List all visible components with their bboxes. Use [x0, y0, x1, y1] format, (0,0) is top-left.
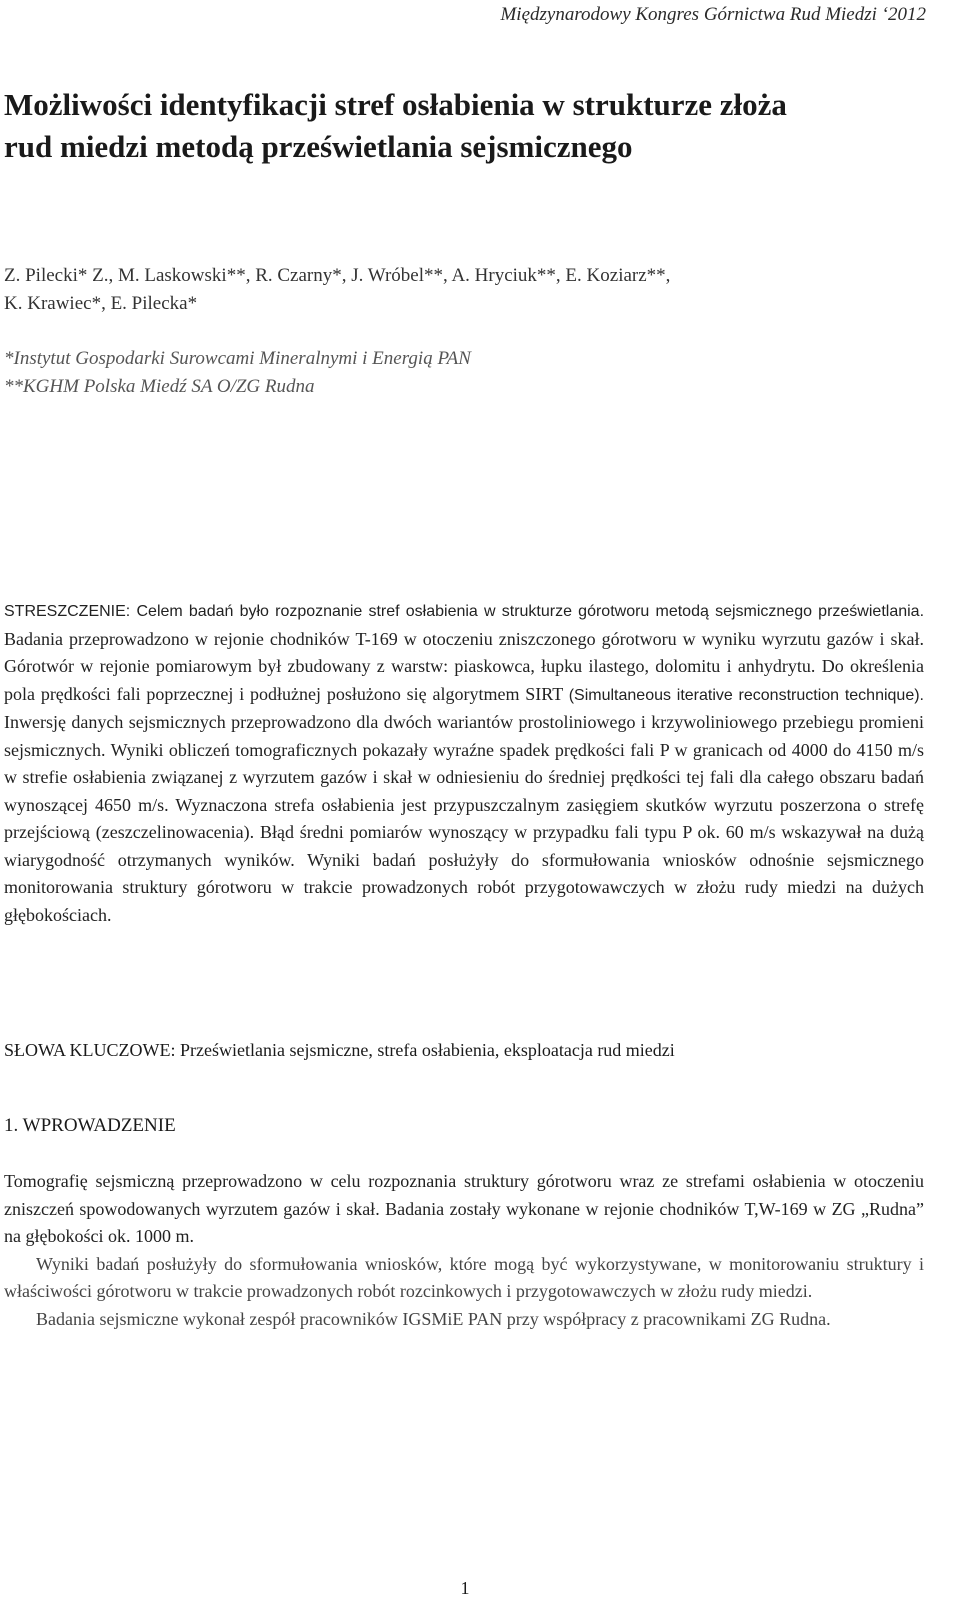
- affiliation-2: **KGHM Polska Miedź SA O/ZG Rudna: [4, 376, 315, 397]
- authors-line-1: Z. Pilecki* Z., M. Laskowski**, R. Czarny*, J. Wróbel**, A. Hryciuk**, E. Koziarz**,: [4, 265, 671, 286]
- affiliations: [4, 345, 924, 401]
- author-list: [4, 262, 924, 318]
- running-header: Międzynarodowy Kongres Górnictwa Rud Miedzi ‘2012: [500, 4, 926, 25]
- abstract: [4, 597, 924, 929]
- abstract-label: STRESZCZENIE:: [4, 603, 131, 620]
- section-body: [4, 1168, 924, 1333]
- title-line-2: rud miedzi metodą prześwietlania sejsmicznego: [4, 129, 633, 164]
- keywords-text: Prześwietlania sejsmiczne, strefa osłabienia, eksploatacja rud miedzi: [179, 1040, 675, 1060]
- authors-line-2: K. Krawiec*, E. Pilecka*: [4, 293, 198, 314]
- title-line-1: Możliwości identyfikacji stref osłabienia w strukturze złoża: [4, 87, 787, 122]
- abstract-text-4: (Simultaneous iterative reconstruction technique).: [568, 686, 924, 704]
- keywords: [4, 1036, 924, 1064]
- paragraph-1: Tomografię sejsmiczną przeprowadzono w celu rozpoznania struktury górotworu wraz ze strefami osłabienia w otoczeniu zniszczeń spowodowanych wyrzutem gazów i skał. Badania zostały wykonane w rejonie chodników T,W-169 w ZG „Rudna” na głębokości ok. 1000 m.: [4, 1171, 924, 1246]
- paragraph-2: Wyniki badań posłużyły do sformułowania wniosków, które mogą być wykorzystywane, w monitorowaniu struktury i właściwości górotworu w trakcie prowadzonych robót rozcinkowych i przygotowawczych w złożu rudy miedzi.: [4, 1253, 924, 1301]
- keywords-label: SŁOWA KLUCZOWE:: [4, 1040, 176, 1060]
- section-heading: 1. WPROWADZENIE: [4, 1115, 176, 1136]
- abstract-text-3: Do określenia pola prędkości fali poprzecznej i podłużnej posłużono się algorytmem SIRT: [4, 656, 924, 704]
- abstract-text-5: Inwersję danych sejsmicznych przeprowadzono dla dwóch wariantów prostoliniowego i krzywoliniowego przebiegu promieni sejsmicznych. Wyniki obliczeń tomograficznych pokazały wyraźne spadek prędkości fali P w granicach od 4000 do 4150 m/s w strefie osłabienia związanej z wyrzutem gazów i skał w odniesieniu do średniej prędkości tej fali dla całego obszaru badań wynoszącej 4650 m/s. Wyznaczona strefa osłabienia jest przypuszczalnym zasięgiem skutków wyrzutu poszerzona o strefę przejściową (zeszczelinowacenia). Błąd średni pomiarów wynoszący w przypadku fali typu P ok. 60 m/s wskazywał na dużą wiarygodność otrzymanych wyników. Wyniki badań posłużyły do sformułowania wniosków odnośnie sejsmicznego monitorowania struktury górotworu w trakcie prowadzonych robót przygotowawczych w złożu rudy miedzi na dużych głębokościach.: [4, 712, 924, 925]
- affiliation-1: *Instytut Gospodarki Surowcami Mineralnymi i Energią PAN: [4, 348, 471, 369]
- paper-title: [4, 84, 924, 168]
- paragraph-3: Badania sejsmiczne wykonał zespół pracowników IGSMiE PAN przy współpracy z pracownikami ZG Rudna.: [36, 1308, 831, 1329]
- abstract-text-1: Celem badań było rozpoznanie stref osłabienia w strukturze górotworu metodą sejsmicznego prześwietlania.: [136, 603, 925, 620]
- abstract-text-2: Badania przeprowadzono w rejonie chodników T-169 w otoczeniu zniszczonego górotworu w wyniku wyrzutu gazów i skał. Górotwór w rejonie pomiarowym był zbudowany z warstw: piaskowca, łupku ilastego, dolomitu i anhydrytu.: [4, 628, 924, 676]
- page-number: 1: [460, 1578, 470, 1598]
